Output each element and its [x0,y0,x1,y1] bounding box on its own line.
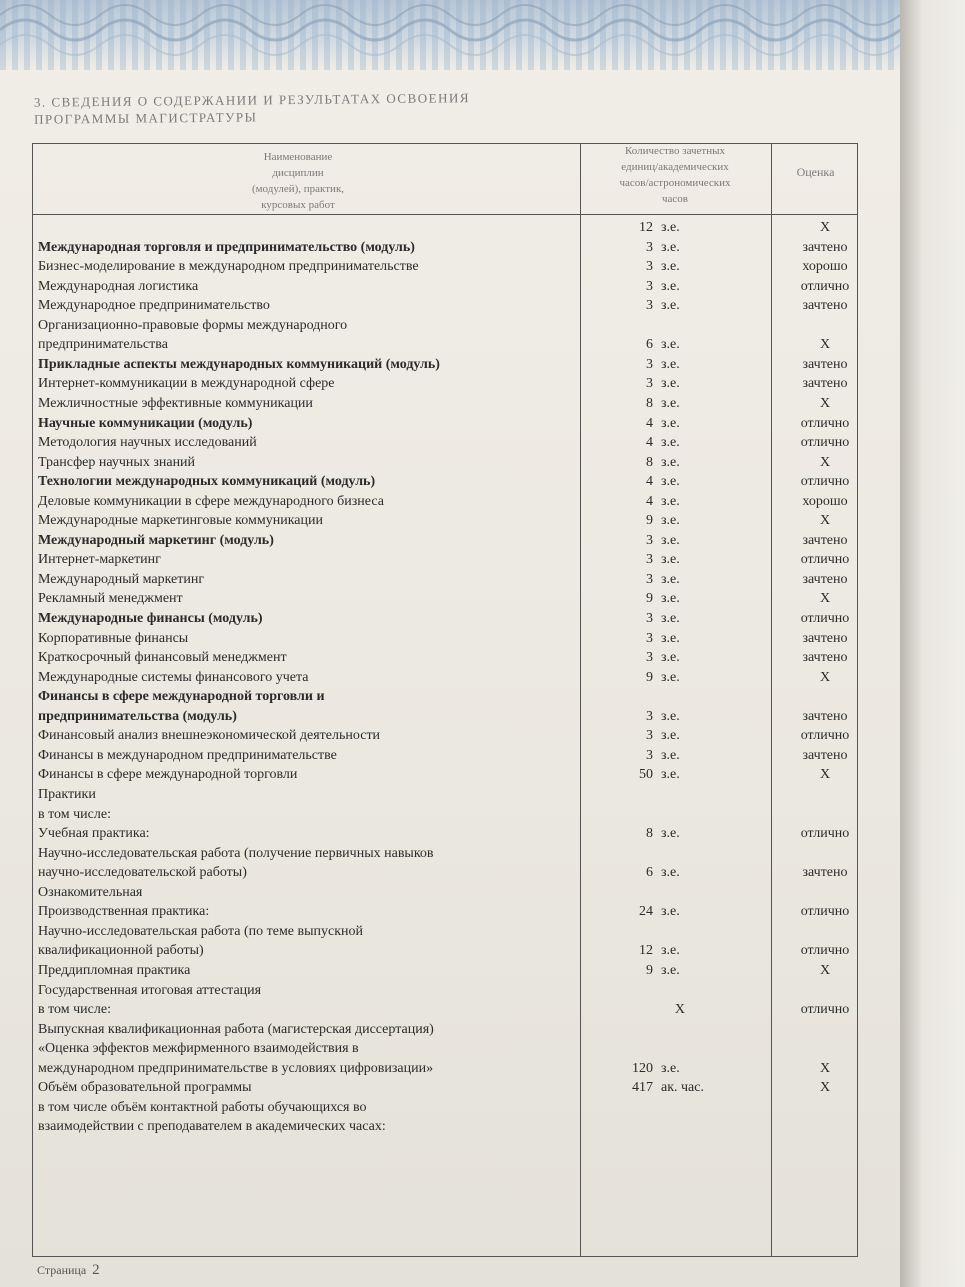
header-name-line: Наименование [263,151,333,163]
grade-value: хорошо [802,259,848,275]
table-row [33,708,857,728]
header-name [183,150,413,214]
discipline-name: Международные финансы (модуль) [38,611,263,626]
credit-value: 3 [646,708,653,724]
results-table [32,143,858,1257]
credit-value: 3 [646,532,653,548]
credit-value: 3 [646,571,653,587]
grade-value: X [819,1080,831,1096]
credit-value: 8 [646,396,653,411]
grade-value: зачтено [802,532,848,548]
discipline-name: взаимодействии с преподавателем в академических часах: [38,1119,386,1135]
discipline-name: Организационно-правовые формы международного [38,317,348,333]
credit-value: 4 [646,474,653,490]
credit-value: 4 [646,493,653,509]
grade-value: зачтено [802,630,848,646]
grade-value: отлично [800,728,850,744]
header-credits-line: Количество зачетных [624,145,726,157]
discipline-name: Международный маркетинг (модуль) [38,532,274,548]
table-row [33,493,857,513]
table-row [33,239,857,259]
credit-value: 417 [632,1080,653,1096]
credit-value: 3 [646,650,653,666]
credit-value: 3 [646,611,653,626]
discipline-name: Научно-исследовательская работа (по теме выпускной [38,923,364,939]
credit-value: 6 [646,865,653,881]
credit-unit: з.е. [661,708,680,724]
grade-value: отлично [800,611,850,626]
discipline-name: Международные системы финансового учета [38,669,309,685]
decorative-wave-band [0,0,900,70]
discipline-name: Практики [38,787,96,802]
credit-value: 4 [646,435,653,451]
table-row [33,845,857,865]
table-row [33,219,857,239]
discipline-name: Преддипломная практика [38,962,191,978]
grade-value: отлично [800,278,850,294]
credit-unit: з.е. [661,220,680,235]
discipline-name: Интернет-коммуникации в международной сфере [38,376,335,392]
table-row [33,962,857,982]
header-credits [585,144,765,208]
discipline-name: Государственная итоговая аттестация [38,982,262,998]
discipline-name: Корпоративные финансы [38,630,189,646]
header-grade: Оценка [796,165,835,179]
discipline-name: Межличностные эффективные коммуникации [38,396,313,411]
table-row [33,747,857,767]
credit-value: 9 [646,962,653,978]
credit-unit: з.е. [661,552,680,568]
credit-unit: з.е. [661,904,680,920]
discipline-name: Финансы в международном предпринимательстве [38,747,337,763]
grade-value: отлично [800,943,850,959]
section-title-line2: ПРОГРАММЫ МАГИСТРАТУРЫ [34,109,258,127]
discipline-name: Технологии международных коммуникаций (модуль) [38,474,376,490]
credit-unit: з.е. [661,435,680,451]
discipline-name: Бизнес-моделирование в международном предпринимательстве [38,259,419,275]
credit-value: 3 [646,552,653,568]
credit-unit: з.е. [661,298,680,314]
discipline-name: Производственная практика: [38,904,210,920]
grade-value: зачтено [802,571,848,587]
grade-value: отлично [800,1002,850,1017]
header-name-line: курсовых работ [261,198,335,211]
credit-unit: з.е. [661,571,680,587]
credit-unit: з.е. [661,767,680,783]
grade-value: X [819,669,831,685]
discipline-name: Научно-исследовательская работа (получение первичных навыков [38,845,434,861]
discipline-name: международном предпринимательстве в условиях цифровизации» [38,1060,434,1076]
table-row [33,884,857,904]
credit-unit: з.е. [661,454,680,470]
table-row [33,864,857,884]
table-row [33,415,857,435]
grade-value: X [819,220,831,235]
table-row [33,395,857,415]
page-number: 2 [92,1262,100,1278]
grade-value: X [819,513,831,529]
discipline-name: в том числе: [38,806,111,822]
table-row [33,825,857,845]
discipline-name: Рекламный менеджмент [38,591,183,607]
table-row [33,806,857,826]
discipline-name: Финансовый анализ внешнеэкономической деятельности [38,728,381,744]
discipline-name: Ознакомительная [38,884,143,900]
credit-unit: з.е. [661,728,680,744]
discipline-name: Международный маркетинг [38,571,205,587]
credit-unit: з.е. [661,376,680,392]
credit-value: 9 [646,669,653,685]
credit-value: 12 [639,220,653,235]
grade-value: зачтено [802,865,848,881]
discipline-name: Выпускная квалификационная работа (магистерская диссертация) [38,1021,434,1037]
table-row [33,258,857,278]
footer-label: Страница [37,1263,87,1277]
credit-unit: з.е. [661,493,680,509]
table-row [33,532,857,552]
credit-value: 8 [646,826,653,842]
credit-unit: з.е. [661,747,680,763]
discipline-name: предпринимательства (модуль) [38,708,237,724]
credit-unit: з.е. [661,396,680,411]
discipline-name: в том числе объём контактной работы обучающихся во [38,1099,367,1115]
header-credits-line: часов [662,192,688,205]
table-row [33,590,857,610]
section-title [34,89,554,128]
section-title-line1: 3. СВЕДЕНИЯ О СОДЕРЖАНИИ И РЕЗУЛЬТАТАХ ОСВОЕНИЯ [33,90,471,110]
grade-value: зачтено [802,239,848,255]
table-row [33,786,857,806]
grade-value: отлично [800,415,850,431]
credit-unit: з.е. [661,474,680,490]
credit-value: 3 [646,376,653,392]
grade-value: зачтено [802,376,848,392]
credit-unit: з.е. [661,532,680,548]
table-row [33,1099,857,1119]
table-row [33,356,857,376]
grade-value: отлично [800,904,850,920]
header-credits-line: часов/астрономических [619,176,731,189]
grade-value: хорошо [802,493,848,509]
table-row [33,317,857,337]
table-row [33,688,857,708]
credit-unit: з.е. [661,591,680,607]
credit-unit: з.е. [661,865,680,881]
credit-value: 3 [646,298,653,314]
discipline-name: Трансфер научных знаний [38,454,196,470]
table-row [33,571,857,591]
credit-value: 3 [646,259,653,275]
grade-value: X [819,962,831,978]
credit-value: 9 [646,591,653,607]
discipline-name: в том числе: [38,1002,111,1017]
grade-value: X [819,1060,831,1076]
credit-unit: з.е. [661,513,680,529]
grade-value: зачтено [802,747,848,763]
table-row [33,982,857,1002]
credit-unit: з.е. [661,239,680,255]
wave-pattern [0,0,900,70]
discipline-name: Финансы в сфере международной торговли [38,767,298,783]
discipline-name: Прикладные аспекты международных коммуникаций (модуль) [38,356,440,372]
table-row [33,1001,857,1021]
table-row [33,297,857,317]
discipline-name: Международная торговля и предпринимательство (модуль) [38,239,415,255]
credit-unit: з.е. [661,356,680,372]
table-row [33,512,857,532]
table-row [33,727,857,747]
grade-value: X [819,767,831,783]
credit-value: 9 [646,513,653,529]
credit-unit: з.е. [661,630,680,646]
credit-unit: з.е. [661,669,680,685]
grade-value: зачтено [802,298,848,314]
credit-unit: з.е. [661,611,680,626]
table-row [33,434,857,454]
table-row [33,903,857,923]
grade-value: X [819,591,831,607]
table-row [33,278,857,298]
discipline-name: Методология научных исследований [38,435,257,451]
table-row [33,1060,857,1080]
grade-value: зачтено [802,356,848,372]
book-spine [900,0,965,1287]
table-row [33,1021,857,1041]
credit-unit: з.е. [661,337,680,353]
table-row [33,630,857,650]
discipline-name: «Оценка эффектов межфирменного взаимодействия в [38,1041,359,1057]
credit-value: 3 [646,239,653,255]
table-row [33,649,857,669]
credit-value: 3 [646,630,653,646]
table-row [33,942,857,962]
credit-value: 120 [632,1060,653,1076]
table-row [33,1040,857,1060]
credit-value: 3 [646,278,653,294]
discipline-name: научно-исследовательской работы) [38,865,247,881]
page-footer [37,1262,100,1279]
header-divider [33,214,857,215]
credit-unit: з.е. [661,826,680,842]
discipline-name: Краткосрочный финансовый менеджмент [38,650,287,666]
grade-value: X [819,454,831,470]
credit-unit: з.е. [661,962,680,978]
credit-unit: з.е. [661,259,680,275]
credit-value: X [674,1002,685,1017]
table-row [33,1118,857,1138]
grade-value: X [819,337,831,353]
grade-value: отлично [800,826,850,842]
grade-value: отлично [800,552,850,568]
credit-value: 3 [646,728,653,744]
grade-value: зачтено [802,708,848,724]
table-row [33,551,857,571]
discipline-name: Финансы в сфере международной торговли и [38,689,325,705]
discipline-name: Научные коммуникации (модуль) [38,415,253,431]
discipline-name: Международная логистика [38,278,199,294]
header-name-line: (модулей), практик, [251,182,345,195]
table-row [33,1079,857,1099]
credit-unit: з.е. [661,1060,680,1076]
discipline-name: Международные маркетинговые коммуникации [38,513,323,529]
table-row [33,336,857,356]
credit-value: 50 [639,767,653,783]
table-row [33,375,857,395]
credit-value: 3 [646,747,653,763]
credit-value: 3 [646,356,653,372]
discipline-name: Международное предпринимательство [38,298,270,314]
credit-value: 24 [639,904,653,920]
discipline-name: Деловые коммуникации в сфере международного бизнеса [38,493,384,509]
credit-unit: з.е. [661,415,680,431]
table-row [33,610,857,630]
header-credits-line: единиц/академических [621,160,729,173]
discipline-name: предпринимательства [38,337,168,353]
grade-value: зачтено [802,650,848,666]
discipline-name: Учебная практика: [38,826,150,842]
grade-value: отлично [800,474,850,490]
credit-value: 12 [639,943,653,959]
credit-unit: з.е. [661,943,680,959]
discipline-name: Интернет-маркетинг [38,552,161,568]
credit-value: 4 [646,415,653,431]
discipline-name: квалификационной работы) [38,943,204,959]
table-row [33,923,857,943]
grade-value: X [819,396,831,411]
table-row [33,669,857,689]
grade-value: отлично [800,435,850,451]
credit-value: 8 [646,454,653,470]
header-name-line: дисциплин [272,166,324,179]
table-row [33,766,857,786]
table-row [33,473,857,493]
credit-value: 6 [646,337,653,353]
credit-unit: з.е. [661,650,680,666]
discipline-name: Объём образовательной программы [38,1080,252,1096]
credit-unit: ак. час. [661,1080,704,1096]
credit-unit: з.е. [661,278,680,294]
table-row [33,454,857,474]
